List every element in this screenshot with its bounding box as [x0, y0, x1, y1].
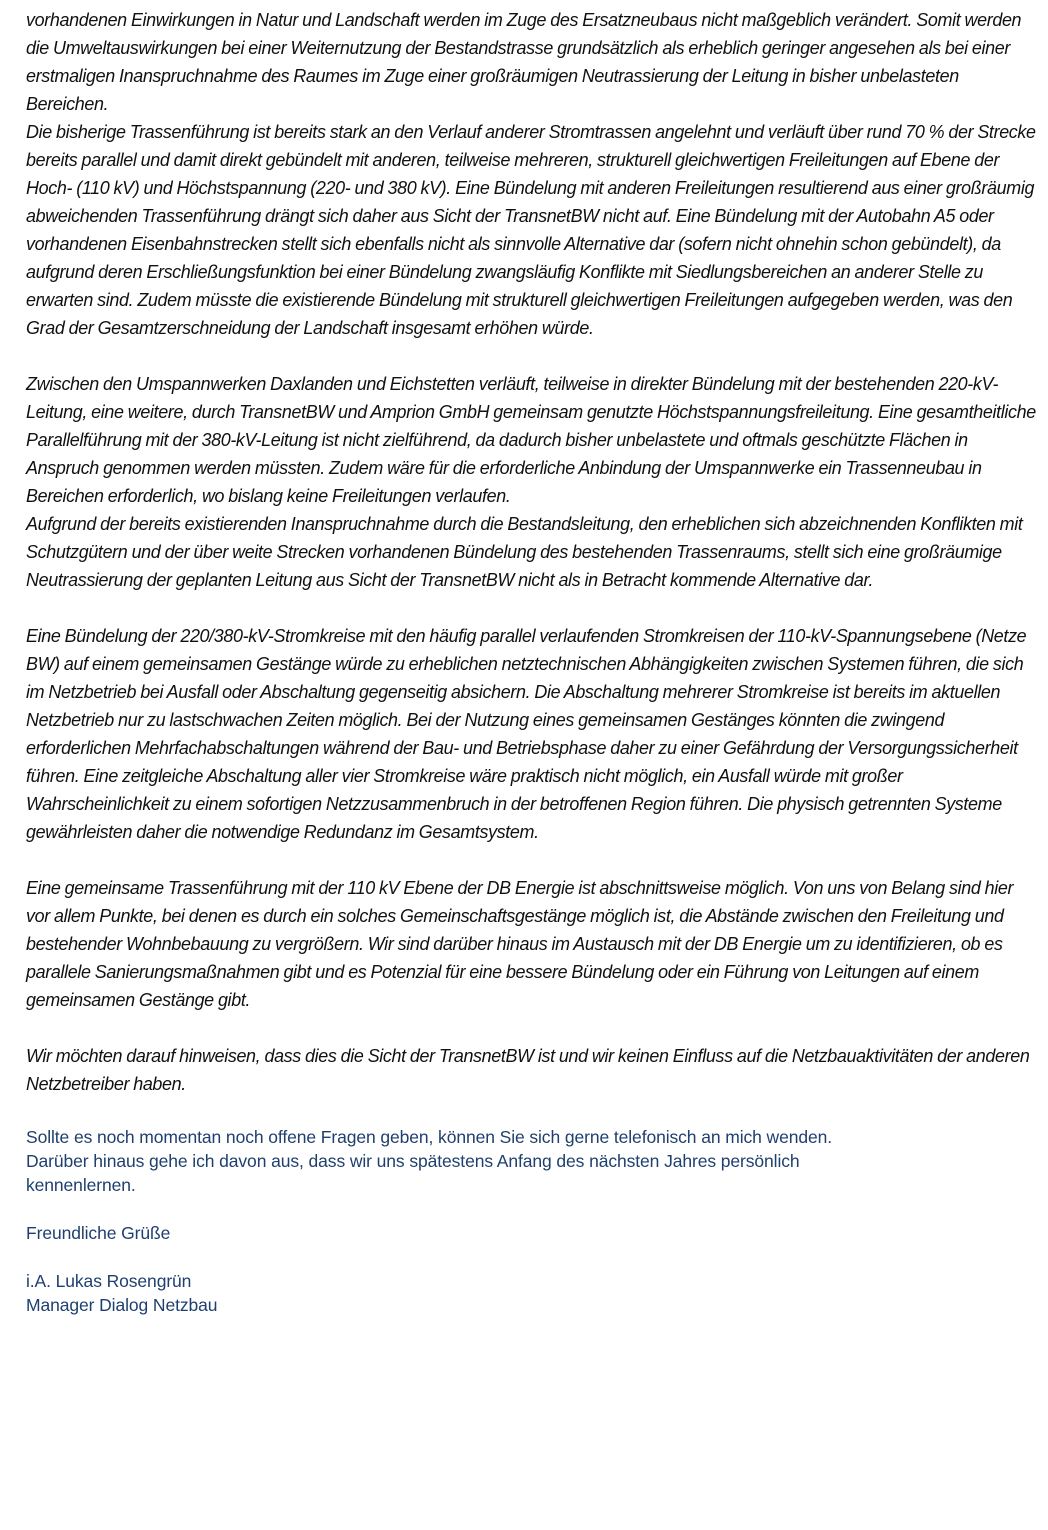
closing-questions-line: Sollte es noch momentan noch offene Fragen geben, können Sie sich gerne telefonisch an mich wenden. [26, 1127, 833, 1147]
closing-meeting-line: Darüber hinaus gehe ich davon aus, dass wir uns spätestens Anfang des nächsten Jahres persönlich [26, 1151, 800, 1171]
section-spacer [26, 1098, 1041, 1125]
paragraph-environmental-impact: vorhandenen Einwirkungen in Natur und Landschaft werden im Zuge des Ersatzneubaus nicht maßgeblich verändert. Somit werden die Umweltauswirkungen bei einer Weiternutzung der Bestandstrasse grundsätzlich als erheblich geringer angesehen als bei einer erstmaligen Inanspruchnahme des Raumes im Zuge einer großräumigen Neutrassierung der Leitung in bisher unbelasteten Bereichen. [26, 10, 1022, 114]
closing-spacer [26, 1197, 1041, 1221]
closing-spacer [26, 1245, 1041, 1269]
greeting: Freundliche Grüße [26, 1223, 171, 1243]
signer-title: Manager Dialog Netzbau [26, 1295, 218, 1315]
paragraph-110kv-bundling: Eine Bündelung der 220/380-kV-Stromkreise mit den häufig parallel verlaufenden Stromkreisen der 110-kV-Spannungsebene (Netze BW) auf einem gemeinsamen Gestänge würde zu erheblichen netztechnischen Abhängigkeiten zwischen Systemen führen, die sich im Netzbetrieb bei Ausfall oder Abschaltung gegenseitig absichern. Die Abschaltung mehrerer Stromkreise ist bereits im aktuellen Netzbetrieb nur zu lastschwachen Zeiten möglich. Bei der Nutzung eines gemeinsamen Gestänges könnten die zwingend erforderlichen Mehrfachabschaltungen während der Bau- und Betriebsphase daher zu einer Gefährdung der Versorgungssicherheit führen. Eine zeitgleiche Abschaltung aller vier Stromkreise wäre praktisch nicht möglich, ein Ausfall würde mit großer Wahrscheinlichkeit zu einem sofortigen Netzzusammenbruch in der betroffenen Region führen. Die physisch getrennten Systeme gewährleisten daher die notwendige Redundanz im Gesamtsystem. [26, 626, 1027, 842]
paragraph-spacer [26, 594, 1041, 622]
paragraph-no-rerouting-alternative: Aufgrund der bereits existierenden Inanspruchnahme durch die Bestandsleitung, den erheblichen sich abzeichnenden Konflikten mit Schutzgütern und der über weite Strecken vorhandenen Bündelung des bestehenden Trassenraums, stellt sich eine großräumige Neutrassierung der geplanten Leitung aus Sicht der TransnetBW nicht als in Betracht kommende Alternative dar. [26, 514, 1023, 590]
paragraph-daxlanden-eichstetten: Zwischen den Umspannwerken Daxlanden und Eichstetten verläuft, teilweise in direkter Bündelung mit der bestehenden 220-kV-Leitung, eine weitere, durch TransnetBW und Amprion GmbH gemeinsam genutzte Höchstspannungsfreileitung. Eine gesamtheitliche Parallelführung mit der 380-kV-Leitung ist nicht zielführend, da dadurch bisher unbelastete und oftmals geschützte Flächen in Anspruch genommen werden müssten. Zudem wäre für die erforderliche Anbindung der Umspannwerke ein Trassenneubau in Bereichen erforderlich, wo bislang keine Freileitungen verlaufen. [26, 374, 1036, 506]
paragraph-spacer [26, 1014, 1041, 1042]
paragraph-db-energie: Eine gemeinsame Trassenführung mit der 110 kV Ebene der DB Energie ist abschnittsweise möglich. Von uns von Belang sind hier vor allem Punkte, bei denen es durch ein solches Gemeinschaftsgestänge möglich ist, die Abstände zwischen den Freileitung und bestehender Wohnbebauung zu vergrößern. Wir sind darüber hinaus im Austausch mit der DB Energie um zu identifizieren, ob es parallele Sanierungsmaßnahmen gibt und es Potenzial für eine bessere Bündelung oder ein Führung von Leitungen auf einem gemeinsamen Gestänge gibt. [26, 878, 1014, 1010]
letter-closing [26, 1125, 1041, 1317]
letter-body [26, 6, 1041, 1098]
paragraph-existing-route-bundling: Die bisherige Trassenführung ist bereits stark an den Verlauf anderer Stromtrassen angelehnt und verläuft über rund 70 % der Strecke bereits parallel und damit direkt gebündelt mit anderen, teilweise mehreren, strukturell gleichwertigen Freileitungen auf Ebene der Hoch- (110 kV) und Höchstspannung (220- und 380 kV). Eine Bündelung mit anderen Freileitungen resultierend aus einer großräumig abweichenden Trassenführung drängt sich daher aus Sicht der TransnetBW nicht auf. Eine Bündelung mit der Autobahn A5 oder vorhandenen Eisenbahnstrecken stellt sich ebenfalls nicht als sinnvolle Alternative dar (sofern nicht ohnehin schon gebündelt), da aufgrund deren Erschließungsfunktion bei einer Bündelung zwangsläufig Konflikte mit Siedlungsbereichen an anderer Stelle zu erwarten sind. Zudem müsste die existierende Bündelung mit strukturell gleichwertigen Freileitungen aufgegeben werden, was den Grad der Gesamtzerschneidung der Landschaft insgesamt erhöhen würde. [26, 122, 1036, 338]
signer-name: i.A. Lukas Rosengrün [26, 1271, 192, 1291]
paragraph-spacer [26, 342, 1041, 370]
paragraph-transnetbw-view: Wir möchten darauf hinweisen, dass dies die Sicht der TransnetBW ist und wir keinen Einfluss auf die Netzbauaktivitäten der anderen Netzbetreiber haben. [26, 1046, 1030, 1094]
closing-meeting-line-end: kennenlernen. [26, 1175, 136, 1195]
paragraph-spacer [26, 846, 1041, 874]
letter-document [26, 6, 1041, 1317]
